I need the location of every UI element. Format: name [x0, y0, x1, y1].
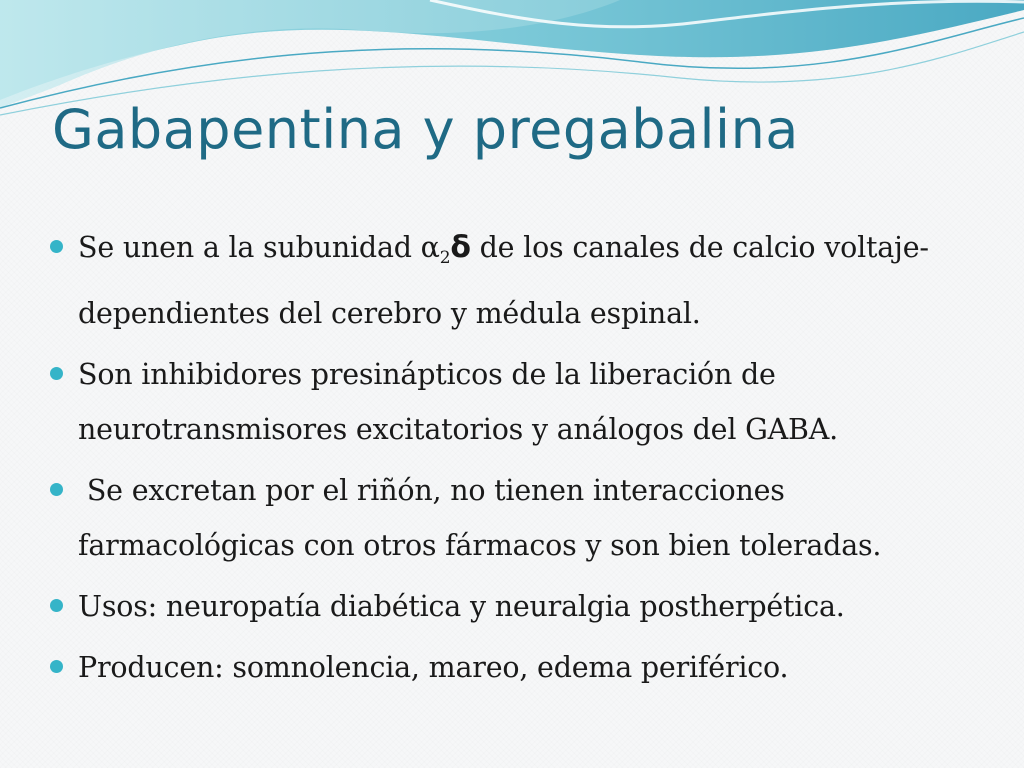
bullet-text: Se unen a la subunidad $\alpha_2\delta$ de los canales de calcio voltaje-dependientes del cerebro y médula espinal.	[78, 230, 929, 330]
bullet-dot-icon	[50, 660, 63, 673]
bullet-text: Se excretan por el riñón, no tienen interacciones farmacológicas con otros fármacos y son bien toleradas.	[78, 474, 882, 562]
bullet-text: Usos: neuropatía diabética y neuralgia postherpética.	[78, 590, 845, 623]
slide-title: Gabapentina y pregabalina	[52, 98, 799, 161]
bullet-item-binding	[50, 220, 1000, 341]
bullet-item-excretion	[50, 463, 1000, 573]
bullet-dot-icon	[50, 367, 63, 380]
bullet-dot-icon	[50, 240, 63, 253]
bullet-dot-icon	[50, 483, 63, 496]
alpha-symbol: α	[420, 231, 440, 264]
delta-symbol: δ	[450, 230, 471, 265]
bullet-list	[50, 220, 1000, 701]
bullet-item-uses	[50, 579, 1000, 634]
alpha-subscript: 2	[439, 248, 451, 268]
bullet-item-mechanism	[50, 347, 1000, 457]
bullet-dot-icon	[50, 599, 63, 612]
bullet-item-effects	[50, 640, 1000, 695]
bullet-text: Son inhibidores presinápticos de la liberación de neurotransmisores excitatorios y análogos del GABA.	[78, 358, 839, 446]
bullet-text: Producen: somnolencia, mareo, edema periférico.	[78, 651, 789, 684]
